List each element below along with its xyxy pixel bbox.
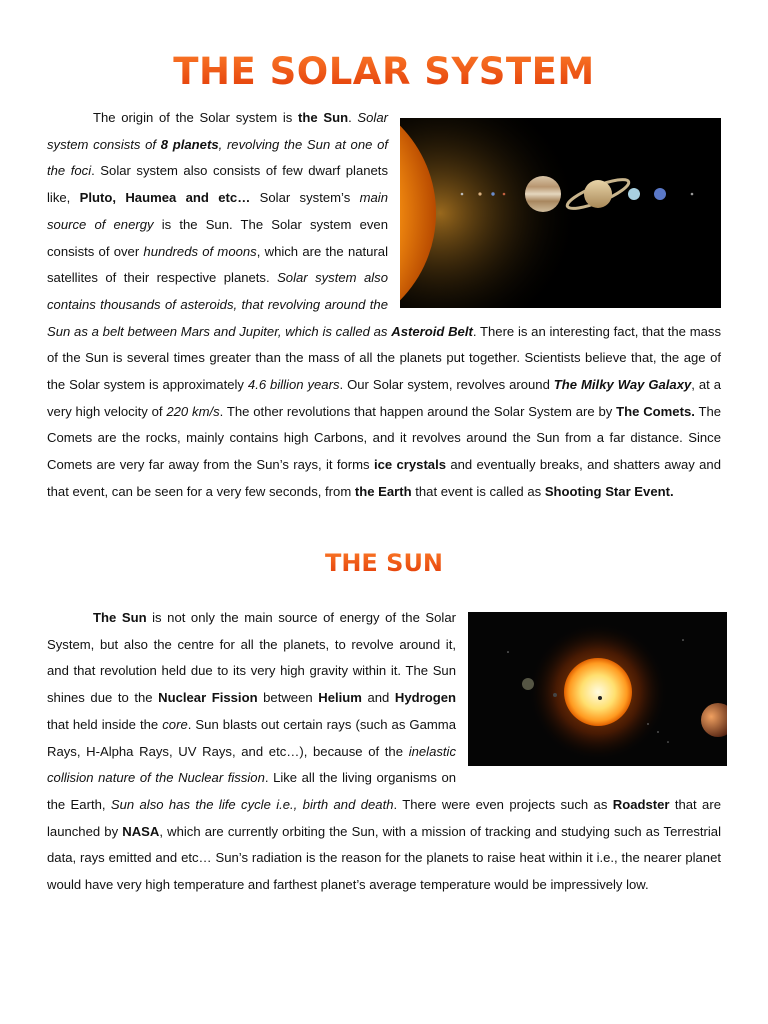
text-run: Roadster xyxy=(612,796,670,812)
text-run: hundreds of moons xyxy=(143,243,257,259)
text-run: the Sun xyxy=(298,110,349,125)
text-run: Solar system also contains thousands of asteroids, that revolving around the Sun as a belt between Mars and Jupiter, which is called as xyxy=(47,270,392,339)
text-run: , which are the natural satellites of their respective planets. xyxy=(47,243,388,286)
text-run: inelastic collision nature of the Nuclear fission xyxy=(47,743,456,786)
text-run: The Sun xyxy=(93,610,147,625)
text-run: that event is called as xyxy=(411,483,545,499)
text-run: main source of energy xyxy=(47,190,388,232)
section-title-the-sun: THE SUN xyxy=(0,549,768,577)
text-run: core xyxy=(162,716,188,732)
text-run: . Solar system also consists of few dwarf planets like, xyxy=(47,163,388,206)
text-run: that held inside the xyxy=(47,716,163,732)
solar-system-image xyxy=(400,118,721,308)
text-run: . Our Solar system, revolves around xyxy=(339,377,554,393)
intro-paragraph xyxy=(47,105,721,506)
text-run: that are launched by xyxy=(47,796,721,839)
text-run: NASA xyxy=(122,823,160,839)
text-run: is the Sun. The Solar system even consists of over xyxy=(47,216,388,259)
text-run: Helium xyxy=(318,690,362,706)
text-run: Solar system’s xyxy=(250,190,360,206)
sun-paragraph xyxy=(47,605,721,899)
text-run: . There were even projects such as xyxy=(393,796,613,812)
text-run: Hydrogen xyxy=(394,690,456,706)
text-run: between xyxy=(257,690,319,706)
text-run: The Comets are the rocks, mainly contains high Carbons, and it revolves around the Sun from a far distance. Since Comets are very far away from the Sun’s rays, it forms xyxy=(47,403,722,473)
text-run: . xyxy=(348,110,358,125)
text-run: ice crystals xyxy=(373,457,447,473)
text-run: 4.6 billion years xyxy=(247,377,340,393)
text-run: , at a very high velocity of xyxy=(47,377,721,419)
text-run: is not only the main source of energy of the Solar System, but also the centre for all the planets, to revolve around it, and that revolution held due to its very high gravity within it. The Sun shines due to the xyxy=(47,610,456,706)
text-run: The Comets. xyxy=(616,403,695,419)
text-run: Pluto, Haumea and etc… xyxy=(79,190,251,206)
text-run: and xyxy=(361,690,395,706)
text-run: . There is an interesting fact, that the mass of the Sun is several times greater than the mass of all the planets put together. Scientists believe that, the age of the Solar system is approximately xyxy=(47,323,721,393)
text-run: 8 planets xyxy=(160,136,219,152)
text-run: . Sun blasts out certain rays (such as Gamma Rays, H-Alpha Rays, UV Rays, and etc…), because of the xyxy=(47,716,456,759)
text-run: . The other revolutions that happen around the Solar System are by xyxy=(219,403,617,419)
text-run: Nuclear Fission xyxy=(158,690,258,706)
text-run: The origin of the Solar system is xyxy=(93,110,299,125)
text-run: Sun also has the life cycle i.e., birth and death xyxy=(110,796,394,812)
text-run: , which are currently orbiting the Sun, with a mission of tracking and studying such as Terrestrial data, rays emitted and etc… Sun’s radiation is the reason for the planets to raise heat within it i.e., the nearer planet would have very high temperature and farthest planet’s average temperature would be impressively low. xyxy=(47,823,721,893)
text-run: Shooting Star Event. xyxy=(544,483,674,499)
text-run: Asteroid Belt xyxy=(391,323,473,339)
text-run: . Like all the living organisms on the Earth, xyxy=(47,770,457,812)
sun-image xyxy=(468,612,727,766)
text-run: and eventually breaks, and shatters away and that event, can be seen for a very few seconds, from xyxy=(47,457,721,499)
text-run: The Milky Way Galaxy xyxy=(553,377,692,393)
document-title: THE SOLAR SYSTEM xyxy=(0,50,768,93)
text-run: 220 km/s xyxy=(166,403,220,419)
text-run: the Earth xyxy=(354,483,412,499)
text-run: , revolving the Sun at one of the foci xyxy=(47,136,388,179)
text-run: Solar system consists of xyxy=(47,110,388,152)
